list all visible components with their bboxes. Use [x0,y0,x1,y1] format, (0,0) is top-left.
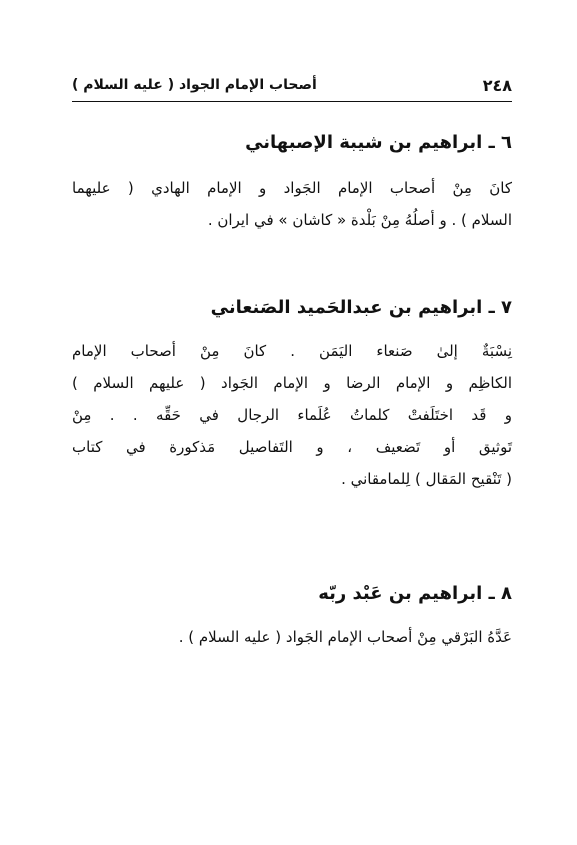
entry-line: الكاظِم و الإمام الرضا و الإمام الجَواد ( عليهم السلام ) [72,374,512,392]
entry-heading: ٨ ـ ابراهيم بن عَبْد ربّه [318,583,512,604]
entry-body [72,621,512,653]
entry-6 [72,128,512,236]
page-header [72,72,512,98]
entry-line: ( تَنْقيح المَقال ) لِلمامقاني . [341,470,512,488]
running-title: أصحاب الإمام الجواد ( عليه السلام ) [72,77,317,93]
entry-line: نِسْبَةٌ إلىٰ صَنعاء اليَمَن . كانَ مِنْ أصحاب الإمام [72,342,512,360]
entry-7 [72,293,512,495]
entry-line: و قَد اختَلَفتْ كلماتُ عُلَماء الرجال في حَقِّه . . مِنْ [72,406,512,424]
entry-line: كانَ مِنْ أصحاب الإمام الجَواد و الإمام الهادي ( عليهما [72,179,512,197]
entry-line: السلام ) . و أصلُهُ مِنْ بَلْدة « كاشان » في ايران . [207,211,512,229]
page-number: ٢٤٨ [482,75,512,95]
entry-body [72,172,512,236]
entry-line: عَدَّهُ البَرْقي مِنْ أصحاب الإمام الجَواد ( عليه السلام ) . [178,628,512,646]
entry-body [72,335,512,495]
header-divider [72,101,512,102]
entry-line: تَوثيق أو تَضعيف ، و التَفاصيل مَذكورة في كتاب [72,438,512,456]
entry-heading: ٧ ـ ابراهيم بن عبدالحَميد الصَنعاني [210,297,512,318]
entry-8 [72,579,512,653]
entry-heading: ٦ ـ ابراهيم بن شيبة الإصبهاني [245,132,512,153]
